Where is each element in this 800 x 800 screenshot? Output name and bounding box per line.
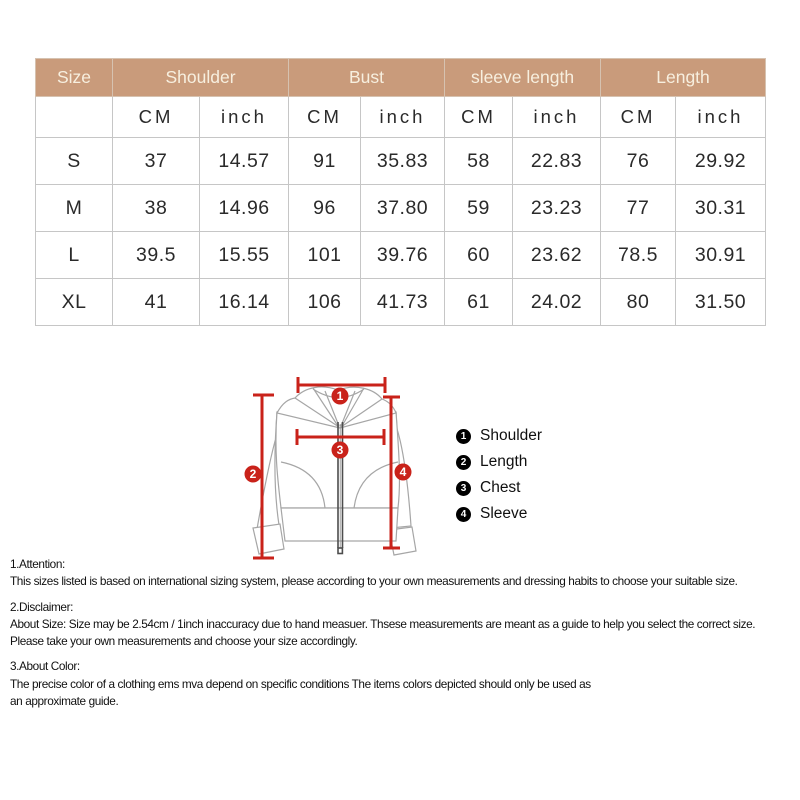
legend-item-chest [456,479,542,497]
notes [10,556,798,718]
note-title: 1.Attention: [10,557,65,571]
value-cell: 37.80 [361,185,445,232]
table-row [36,138,766,185]
note-line: This sizes listed is based on international sizing system, please according to your own measurements and dressing habits to choose your suitable size. [10,574,738,589]
value-cell: 59 [445,185,513,232]
value-cell: 58 [445,138,513,185]
value-cell: 24.02 [513,279,601,326]
legend-label: Chest [480,479,521,496]
value-cell: 30.31 [676,185,766,232]
note-line: an approximate guide. [10,694,119,709]
legend-number-icon: 3 [456,481,471,496]
legend-item-shoulder [456,427,542,445]
value-cell: 23.62 [513,232,601,279]
note-title: 3.About Color: [10,659,80,674]
unit-cell-inch: inch [513,97,601,138]
legend-item-length [456,453,542,471]
value-cell: 39.76 [361,232,445,279]
unit-cell-cm: CM [289,97,361,138]
size-cell: L [36,232,113,279]
value-cell: 61 [445,279,513,326]
table-header-row [36,59,766,97]
note-section-2 [10,599,798,651]
col-header-size: Size [36,59,113,97]
value-cell: 37 [113,138,200,185]
size-cell: XL [36,279,113,326]
col-header-sleeve-length: sleeve length [445,59,601,97]
size-cell: M [36,185,113,232]
hoodie-measurement-diagram [225,362,455,567]
col-header-shoulder: Shoulder [113,59,289,97]
size-cell: S [36,138,113,185]
value-cell: 38 [113,185,200,232]
note-line: Please take your own measurements and choose your size accordingly. [10,634,358,649]
value-cell: 29.92 [676,138,766,185]
value-cell: 14.57 [200,138,289,185]
legend-number-icon: 1 [456,429,471,444]
value-cell: 78.5 [601,232,676,279]
note-title: 2.Disclaimer: [10,599,73,614]
value-cell: 96 [289,185,361,232]
zipper-pull [338,548,342,554]
value-cell: 60 [445,232,513,279]
size-table-body [36,138,766,326]
table-row [36,232,766,279]
unit-cell-inch: inch [200,97,289,138]
legend-label: Sleeve [480,505,528,522]
size-table [35,58,766,326]
marker-2-number: 2 [249,467,257,482]
value-cell: 41.73 [361,279,445,326]
col-header-bust: Bust [289,59,445,97]
value-cell: 39.5 [113,232,200,279]
table-row [36,279,766,326]
value-cell: 35.83 [361,138,445,185]
unit-cell-cm: CM [601,97,676,138]
legend-label: Shoulder [480,427,543,444]
unit-cell-inch: inch [361,97,445,138]
value-cell: 15.55 [200,232,289,279]
value-cell: 16.14 [200,279,289,326]
marker-3-number: 3 [336,443,344,458]
legend-number-icon: 4 [456,507,471,522]
value-cell: 101 [289,232,361,279]
diagram-legend [456,427,542,531]
note-section-1 [10,556,798,591]
value-cell: 23.23 [513,185,601,232]
unit-cell-empty [36,97,113,138]
value-cell: 41 [113,279,200,326]
value-cell: 22.83 [513,138,601,185]
unit-cell-inch: inch [676,97,766,138]
value-cell: 30.91 [676,232,766,279]
value-cell: 106 [289,279,361,326]
table-unit-row [36,97,766,138]
value-cell: 80 [601,279,676,326]
note-line: About Size: Size may be 2.54cm / 1inch inaccuracy due to hand measuer. Thsese measurements are meant as a guide to help you select the correct size. [10,616,756,631]
note-section-3 [10,658,798,710]
legend-item-sleeve [456,505,542,523]
value-cell: 31.50 [676,279,766,326]
hem-band-sketch [281,508,398,541]
col-header-length: Length [601,59,766,97]
marker-4-number: 4 [399,465,407,480]
marker-1-number: 1 [336,389,344,404]
note-line: The precise color of a clothing ems mva depend on specific conditions The items colors depicted should only be used as [10,676,591,691]
legend-number-icon: 2 [456,455,471,470]
value-cell: 76 [601,138,676,185]
value-cell: 91 [289,138,361,185]
table-row [36,185,766,232]
value-cell: 14.96 [200,185,289,232]
value-cell: 77 [601,185,676,232]
unit-cell-cm: CM [445,97,513,138]
unit-cell-cm: CM [113,97,200,138]
legend-label: Length [480,453,528,470]
left-cuff-sketch [253,524,284,554]
